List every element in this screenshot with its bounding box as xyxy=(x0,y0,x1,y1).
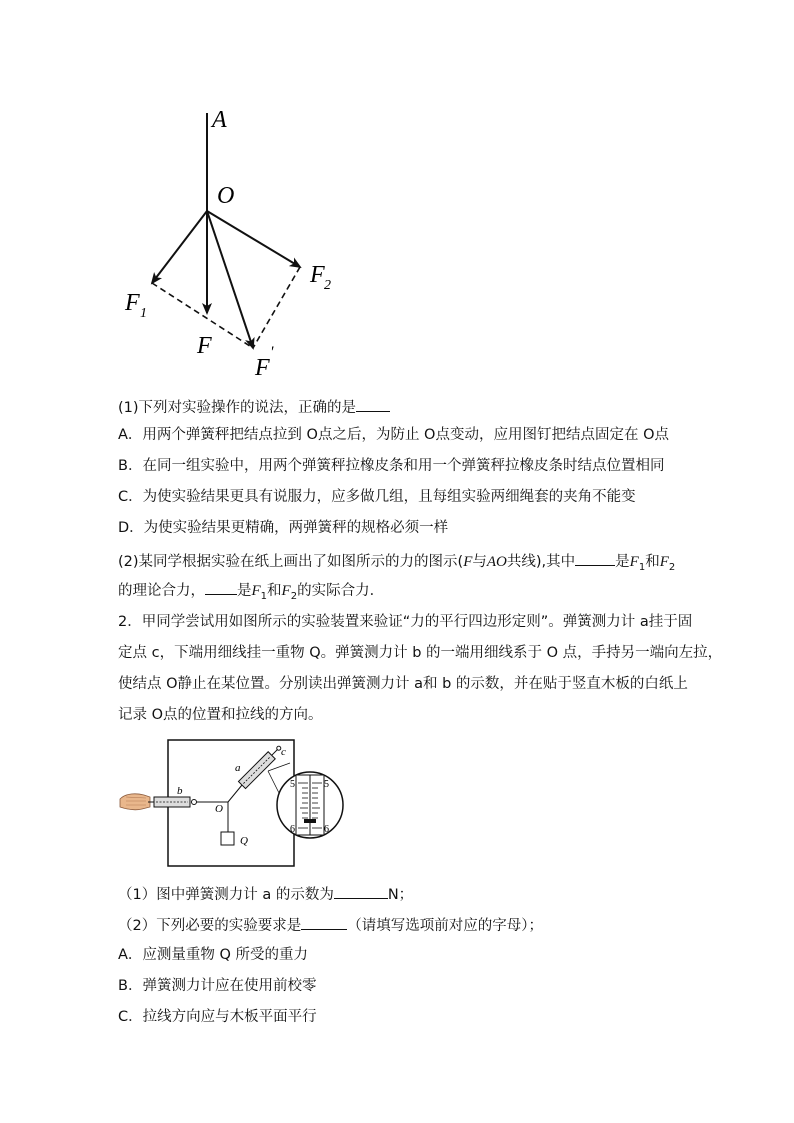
q2-line1: (2)某同学根据实验在纸上画出了如图所示的力的图示(F与AO共线),其中 是$F_1$和$F_2$ xyxy=(118,550,675,578)
dashed-f2-fprime xyxy=(253,267,300,348)
answer-blank-actual[interactable] xyxy=(205,579,237,595)
label-a: A xyxy=(212,107,227,133)
tick-5-left: 5 xyxy=(290,779,295,790)
label-f2: F xyxy=(310,262,325,288)
q1-option-a: A．用两个弹簧秤把结点拉到 O点之后，为防止 O点变动，应用图钉把结点固定在 O点 xyxy=(118,427,669,443)
label-f: F xyxy=(197,333,212,359)
string-a xyxy=(228,785,242,802)
q1-option-b: B．在同一组实验中，用两个弹簧秤拉橡皮条和用一个弹簧秤拉橡皮条时结点位置相同 xyxy=(118,458,665,474)
sub2: （2）下列必要的实验要求是 （请填写选项前对应的字母）； xyxy=(118,914,543,936)
weight-q xyxy=(221,832,234,845)
arrow-f1 xyxy=(152,211,207,283)
spring-scale-a xyxy=(238,743,283,788)
sub-option-c: C．拉线方向应与木板平面平行 xyxy=(118,1009,317,1025)
zoom-leader-1 xyxy=(268,763,290,771)
hand-icon xyxy=(120,794,150,810)
label-f1: F xyxy=(125,290,140,316)
tick-6-left: 6 xyxy=(290,824,295,835)
label-o: O xyxy=(217,183,235,209)
apparatus-diagram xyxy=(118,735,458,870)
answer-blank-reading[interactable] xyxy=(334,883,388,899)
sub-option-b: B．弹簧测力计应在使用前校零 xyxy=(118,978,317,994)
problem2-line3: 使结点 O静止在某位置。分别读出弹簧测力计 a和 b 的示数，并在贴于竖直木板的白纸上 xyxy=(118,676,688,692)
label-point-o: O xyxy=(215,803,223,815)
problem2-line4: 记录 O点的位置和拉线的方向。 xyxy=(118,707,323,723)
q2-line2: 的理论合力， 是$F_1$和$F_2$的实际合力． xyxy=(118,579,384,607)
tick-6-right: 6 xyxy=(324,824,329,835)
label-scale-a: a xyxy=(235,762,241,774)
spring-scale-b xyxy=(148,797,197,807)
sub1: （1）图中弹簧测力计 a 的示数为 N； xyxy=(118,883,413,905)
q1-option-d: D．为使实验结果更精确，两弹簧秤的规格必须一样 xyxy=(118,520,449,536)
label-point-c: c xyxy=(281,746,286,758)
answer-blank-q1[interactable] xyxy=(356,396,390,412)
answer-blank-theory[interactable] xyxy=(575,550,615,566)
magnified-scale xyxy=(277,772,343,838)
label-f1-sub: 1 xyxy=(140,306,147,321)
label-weight-q: Q xyxy=(240,835,248,847)
q1-stem: (1)下列对实验操作的说法，正确的是 xyxy=(118,396,390,418)
label-f2-sub: 2 xyxy=(324,278,331,293)
problem2-line2: 定点 c，下端用细线挂一重物 Q。弹簧测力计 b 的一端用细线系于 O 点，手持另一端向左拉， xyxy=(118,645,723,661)
force-diagram xyxy=(110,95,370,395)
arrow-fprime xyxy=(207,211,253,348)
arrow-f2 xyxy=(207,211,300,267)
answer-blank-requirements[interactable] xyxy=(301,914,347,930)
label-fprime: F xyxy=(255,355,270,381)
label-fprime-sup: ' xyxy=(270,344,274,361)
label-scale-b: b xyxy=(177,785,183,797)
q1-option-c: C．为使实验结果更具有说服力，应多做几组，且每组实验两细绳套的夹角不能变 xyxy=(118,489,636,505)
pointer-mark xyxy=(304,819,316,823)
tick-5-right: 5 xyxy=(324,779,329,790)
problem2-line1: 2．甲同学尝试用如图所示的实验装置来验证“力的平行四边形定则”。弹簧测力计 a挂于固 xyxy=(118,614,693,630)
sub-option-a: A．应测量重物 Q 所受的重力 xyxy=(118,947,309,963)
